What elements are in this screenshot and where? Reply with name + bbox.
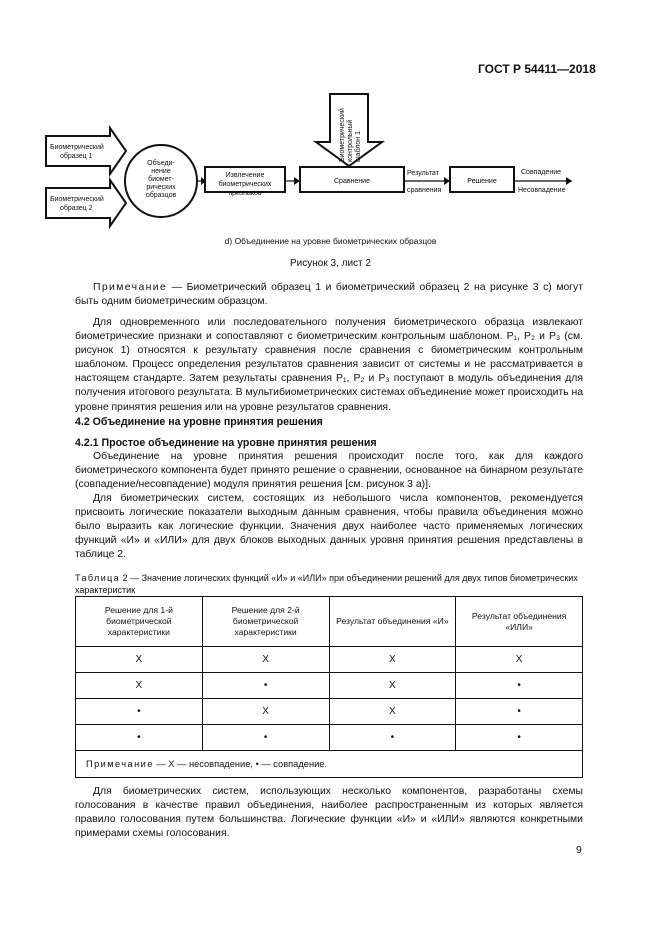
table-cell: X [329,699,456,725]
table-row [76,725,583,751]
standard-header: ГОСТ Р 54411—2018 [478,62,596,76]
paragraph-4: Для биометрических систем, использующих несколько компонентов, разработаны схемы голосования в качестве правил объединения, наиболее распространенным из которых является правило голосования путем большинства. Логические функции «И» и «ИЛИ» являются конкретными примерами схемы голосования. [75,786,583,840]
input-arrow-1 [46,128,126,174]
heading-4-2-1: 4.2.1 Простое объединение на уровне принятия решения [75,437,377,449]
input1-line2: образец 1 [60,153,93,160]
decision-label: Решение [467,178,497,185]
table-cell: X [76,647,203,673]
svg-text:шаблон 1: шаблон 1 [355,131,362,162]
table-header-row [76,597,583,647]
table-row [76,647,583,673]
heading-4-2: 4.2 Объединение на уровне принятия решения [75,416,323,428]
output-match: Совпадение [521,169,561,176]
svg-text:контрольный: контрольный [347,119,354,162]
table-header-cell: Решение для 2-й биометрической характеристики [202,597,329,647]
svg-text:сравнения: сравнения [407,187,442,194]
fusion-diagram [40,92,630,232]
svg-text:биомет-: биомет- [148,176,174,183]
input2-line2: образец 2 [60,205,93,212]
paragraph-3: Для биометрических систем, состоящих из небольшого числа компонентов, рекомендуется присвоить логические показатели выходным данным сравнения, чтобы правила объединения можно было выразить как логические функции. Значения двух наиболее часто применяемых логических функций «И» и «ИЛИ» для двух блоков выходных данных уровня принятия решения представлены в таблице 2. [75,493,583,561]
table-2-caption: Таблица 2 — Значение логических функций «И» и «ИЛИ» при объединении решений для двух типов биометрических характеристик [75,573,578,595]
table-cell: • [76,725,203,751]
svg-text:рических: рических [146,184,176,191]
table-row [76,699,583,725]
input1-line1: Биометрический [50,144,104,151]
table-cell: X [76,673,203,699]
svg-text:образцов: образцов [145,192,177,199]
table-cell: X [329,673,456,699]
diagram-subcaption: d) Объединение на уровне биометрических образцов [224,236,437,246]
table-cell: X [456,647,583,673]
compare-label: Сравнение [334,178,370,185]
table-cell: • [202,673,329,699]
svg-text:Извлечение: Извлечение [225,172,265,179]
table-cell: X [202,647,329,673]
table-cell: • [456,673,583,699]
svg-text:Объеди-: Объеди- [147,160,175,167]
table-cell: • [202,725,329,751]
input2-line1: Биометрический [50,196,104,203]
table-cell: X [329,647,456,673]
table-header-cell: Результат объединения «ИЛИ» [456,597,583,647]
table-cell: X [202,699,329,725]
table-row [76,673,583,699]
paragraph-1: Для одновременного или последовательного получения биометрического образца извлекают биометрические признаки и сопоставляют с биометрическим контрольным шаблоном. P₁, P₂ и P₃ (см. рисунок 1) относятся к результату сравнения после сравнения с биометрическим контрольным шаблоном. Процесс определения результатов сравнения зависит от системы и не рассматривается в настоящем стандарте. Затем результаты сравнения P₁, P₂ и P₃ поступают в модуль объединения для получения итогового результата. В мультибиометрических системах объединение может происходить на уровне принятия решения или на уровне результатов сравнения. [75,317,583,413]
table-2 [75,596,583,778]
extract-box [205,167,285,192]
note-1-text: — Биометрический образец 1 и биометрический образец 2 на рисунке 3 с) могут быть одним биометрическим образцом. [75,282,583,308]
table-cell: • [456,699,583,725]
note-1 [75,281,583,309]
table-cell: • [456,725,583,751]
table-cell: • [329,725,456,751]
output-nomatch: Несовпадение [518,187,566,194]
svg-text:биометрических: биометрических [218,181,272,188]
svg-text:Результат: Результат [407,170,439,177]
figure-caption: Рисунок 3, лист 2 [290,258,371,269]
paragraph-2: Объединение на уровне принятия решения происходит после того, как для каждого биометрического компонента будет принято решение о сравнении, основанное на бинарном результате (совпадение/несовпадение) модуля принятия решения [см. рисунок 3 а)]. [75,451,583,491]
table-note: Примечание — X — несовпадение, • — совпадение. [76,751,583,778]
note-1-label: Примечание [93,282,168,293]
svg-text:признаков: признаков [228,190,262,197]
table-header-cell: Решение для 1-й биометрической характеристики [76,597,203,647]
table-cell: • [76,699,203,725]
page-number: 9 [576,844,582,856]
svg-text:нение: нение [151,168,171,175]
svg-text:Биометрический: Биометрический [339,108,346,162]
input-arrow-2 [46,180,126,226]
table-note-row [76,751,583,778]
table-header-cell: Результат объединения «И» [329,597,456,647]
